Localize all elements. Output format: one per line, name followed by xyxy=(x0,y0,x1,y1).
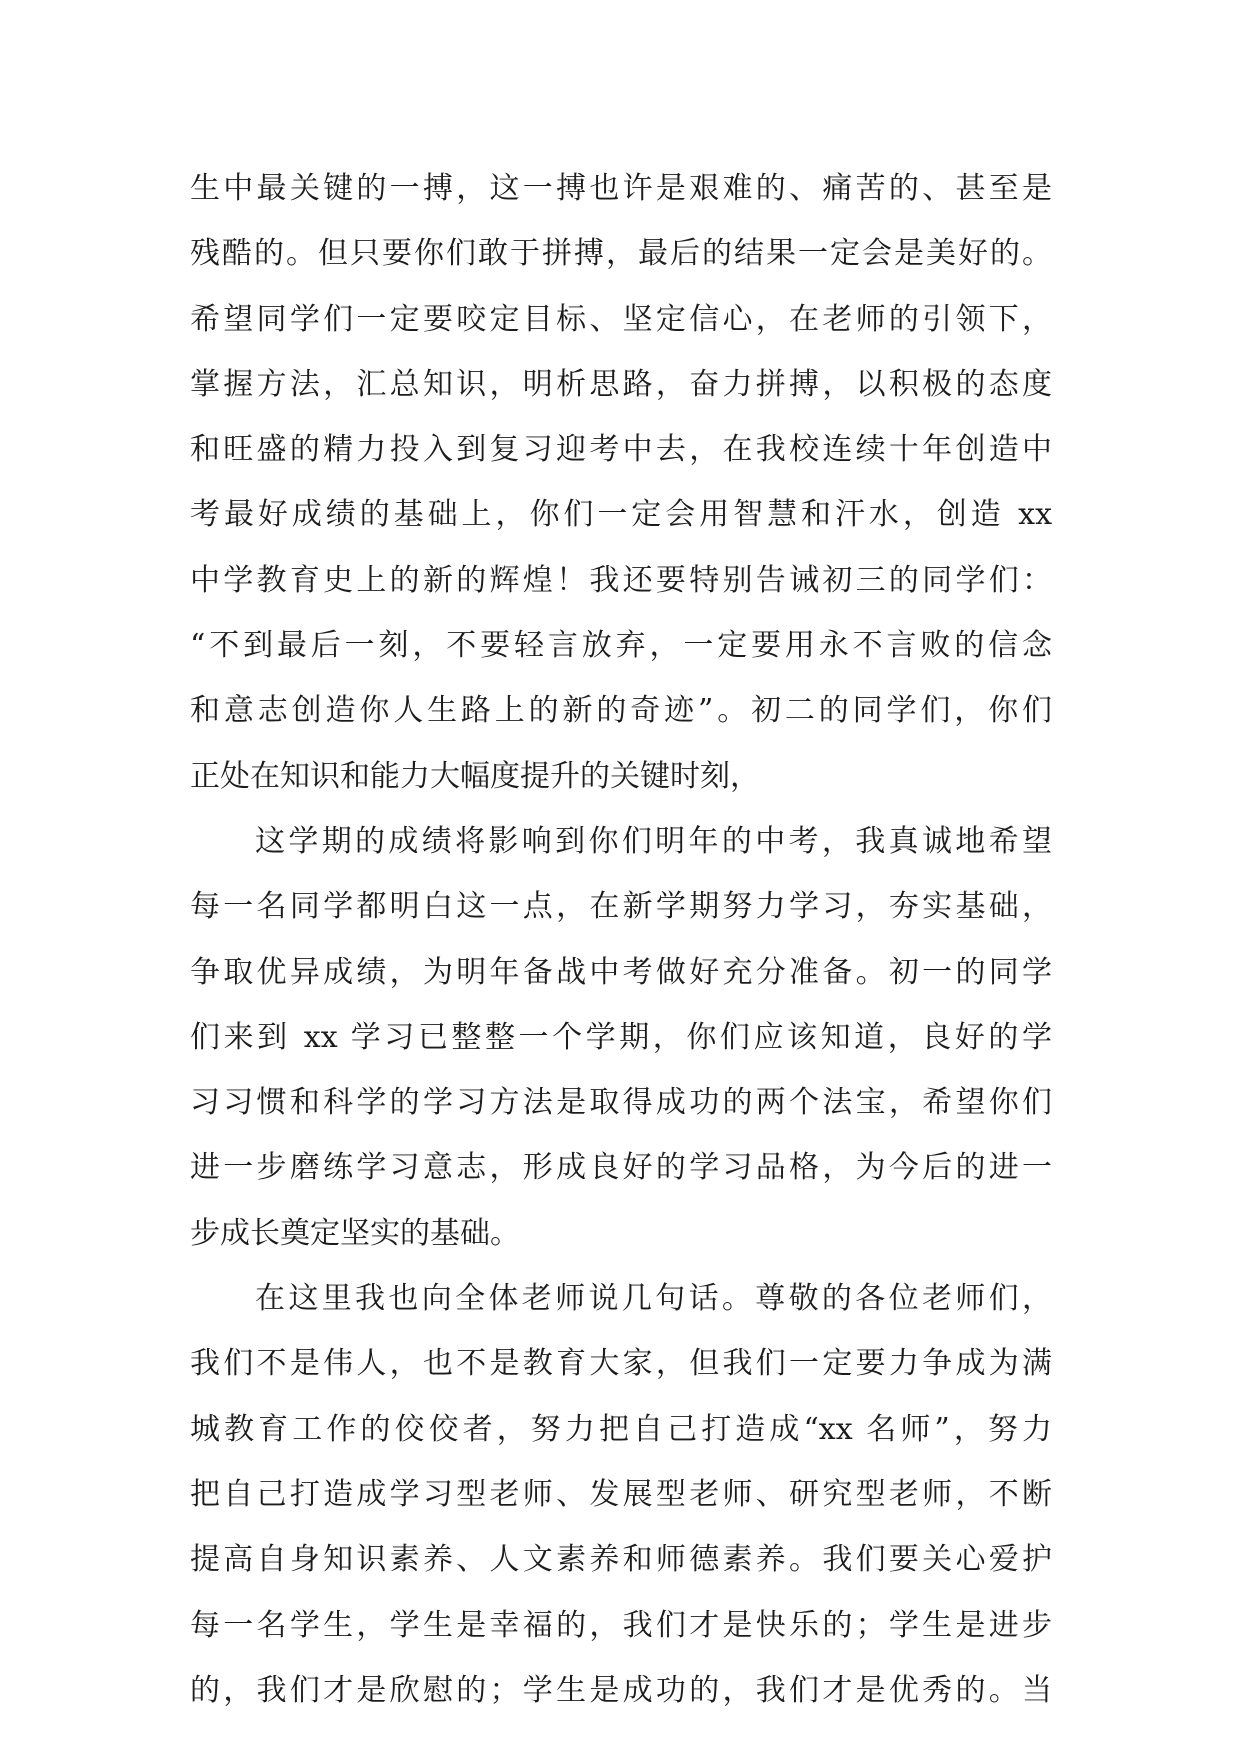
paragraph-3-line-4: 把自己打造成学习型老师、发展型老师、研究型老师，不断 xyxy=(190,1476,1052,1512)
paragraph-3-line-2: 我们不是伟人，也不是教育大家，但我们一定要力争成为满 xyxy=(190,1346,1052,1382)
paragraph-2-line-6: 进一步磨练学习意志，形成良好的学习品格，为今后的进一 xyxy=(190,1150,1052,1186)
paragraph-3-line-3: 城教育工作的佼佼者，努力把自己打造成“xx 名师”，努力 xyxy=(190,1411,1052,1447)
paragraph-3-line-6: 每一名学生，学生是幸福的，我们才是快乐的；学生是进步 xyxy=(190,1607,1052,1643)
paragraph-1-line-5: 和旺盛的精力投入到复习迎考中去，在我校连续十年创造中 xyxy=(190,432,1052,468)
paragraph-2-line-5: 习习惯和科学的学习方法是取得成功的两个法宝，希望你们 xyxy=(190,1085,1052,1121)
paragraph-1-line-9: 和意志创造你人生路上的新的奇迹”。初二的同学们，你们 xyxy=(190,693,1052,729)
paragraph-3-line-7: 的，我们才是欣慰的；学生是成功的，我们才是优秀的。当 xyxy=(190,1672,1052,1708)
paragraph-1-line-8: “不到最后一刻，不要轻言放弃，一定要用永不言败的信念 xyxy=(190,628,1052,664)
paragraph-1-line-3: 希望同学们一定要咬定目标、坚定信心，在老师的引领下， xyxy=(190,301,1052,337)
paragraph-1-line-1: 生中最关键的一搏，这一搏也许是艰难的、痛苦的、甚至是 xyxy=(190,171,1052,206)
paragraph-3-line-5: 提高自身知识素养、人文素养和师德素养。我们要关心爱护 xyxy=(190,1542,1052,1578)
paragraph-2-line-3: 争取优异成绩，为明年备战中考做好充分准备。初一的同学 xyxy=(190,954,1052,990)
paragraph-1-line-6: 考最好成绩的基础上，你们一定会用智慧和汗水，创造 xx xyxy=(190,497,1052,533)
paragraph-1-line-10: 正处在知识和能力大幅度提升的关键时刻， xyxy=(190,758,760,794)
paragraph-2-line-1: 这学期的成绩将影响到你们明年的中考，我真诚地希望 xyxy=(255,823,1052,859)
paragraph-2-line-7: 步成长奠定坚实的基础。 xyxy=(190,1215,520,1251)
paragraph-2-line-2: 每一名同学都明白这一点，在新学期努力学习，夯实基础， xyxy=(190,889,1052,925)
paragraph-3-line-1: 在这里我也向全体老师说几句话。尊敬的各位老师们， xyxy=(255,1281,1052,1317)
paragraph-2-line-4: 们来到 xx 学习已整整一个学期，你们应该知道，良好的学 xyxy=(190,1019,1052,1055)
paragraph-1-line-2: 残酷的。但只要你们敢于拼搏，最后的结果一定会是美好的。 xyxy=(190,236,1052,272)
paragraph-1-line-7: 中学教育史上的新的辉煌！我还要特别告诫初三的同学们： xyxy=(190,562,1052,598)
paragraph-1-line-4: 掌握方法，汇总知识，明析思路，奋力拼搏，以积极的态度 xyxy=(190,366,1052,402)
document-body xyxy=(190,156,1052,1723)
